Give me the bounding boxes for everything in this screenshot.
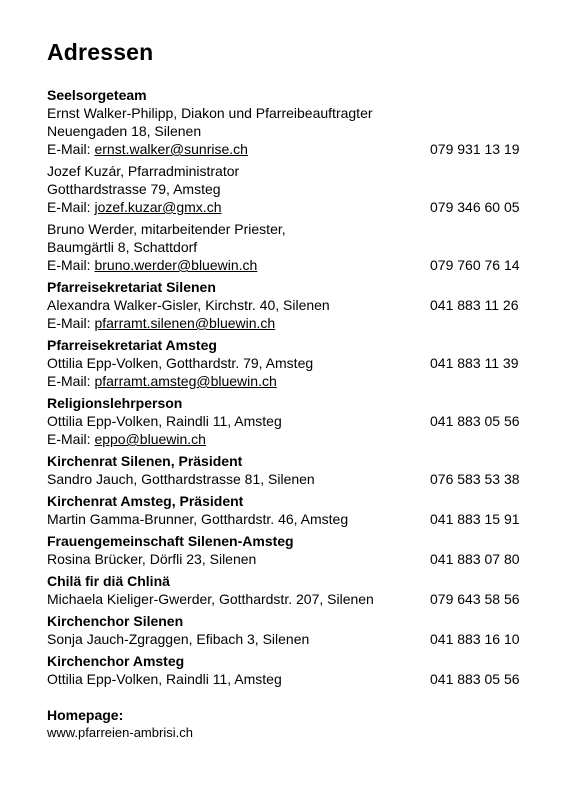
section-title: Kirchenchor Amsteg <box>47 653 185 669</box>
email-row <box>47 372 527 390</box>
contact-text: Ottilia Epp-Volken, Gotthardstr. 79, Amsteg <box>47 355 314 371</box>
contact-address: Baumgärtli 8, Schattdorf <box>47 239 198 255</box>
entry-seelsorgeteam-3 <box>47 220 527 274</box>
entry-kirchenrat-silenen <box>47 452 527 488</box>
section-title: Frauengemeinschaft Silenen-Amsteg <box>47 533 294 549</box>
entry-religionslehrperson <box>47 394 527 448</box>
entry-kirchenrat-amsteg <box>47 492 527 528</box>
contact-row <box>47 412 527 430</box>
homepage-block <box>47 706 527 742</box>
section-title: Seelsorgeteam <box>47 87 147 103</box>
address-list <box>47 86 527 688</box>
entry-kirchenchor-silenen <box>47 612 527 648</box>
contact-address: Gotthardstrasse 79, Amsteg <box>47 181 221 197</box>
entry-sekretariat-amsteg <box>47 336 527 390</box>
email-label: E-Mail: <box>47 141 95 157</box>
email-link[interactable]: eppo@bluewin.ch <box>94 431 206 447</box>
phone-number: 079 931 13 19 <box>430 141 520 157</box>
contact-text: Alexandra Walker-Gisler, Kirchstr. 40, Silenen <box>47 297 330 313</box>
email-link[interactable]: bruno.werder@bluewin.ch <box>94 257 258 273</box>
email-link[interactable]: jozef.kuzar@gmx.ch <box>94 199 222 215</box>
contact-row <box>47 550 527 568</box>
contact-row <box>47 630 527 648</box>
email-link[interactable]: pfarramt.silenen@bluewin.ch <box>94 315 276 331</box>
email-label: E-Mail: <box>47 199 95 215</box>
phone-number: 041 883 16 10 <box>430 631 520 647</box>
contact-row <box>47 670 527 688</box>
phone-number: 076 583 53 38 <box>430 471 520 487</box>
contact-text: Michaela Kieliger-Gwerder, Gotthardstr. 207, Silenen <box>47 591 374 607</box>
contact-row <box>47 470 527 488</box>
contact-text: Ottilia Epp-Volken, Raindli 11, Amsteg <box>47 671 282 687</box>
entry-seelsorgeteam-2 <box>47 162 527 216</box>
entry-seelsorgeteam <box>47 86 527 158</box>
section-title: Pfarreisekretariat Silenen <box>47 279 216 295</box>
phone-number: 041 883 11 39 <box>430 355 519 371</box>
section-title: Pfarreisekretariat Amsteg <box>47 337 217 353</box>
email-label: E-Mail: <box>47 257 95 273</box>
phone-number: 079 760 76 14 <box>430 257 520 273</box>
page-title: Adressen <box>47 39 154 65</box>
contact-row <box>47 354 527 372</box>
entry-frauengemeinschaft <box>47 532 527 568</box>
section-title: Kirchenrat Silenen, Präsident <box>47 453 243 469</box>
contact-text: Rosina Brücker, Dörfli 23, Silenen <box>47 551 257 567</box>
email-row <box>47 140 527 158</box>
contact-text: Sonja Jauch-Zgraggen, Efibach 3, Silenen <box>47 631 310 647</box>
phone-number: 041 883 11 26 <box>430 297 519 313</box>
contact-name: Ernst Walker-Philipp, Diakon und Pfarreibeauftragter <box>47 105 373 121</box>
address-page <box>47 38 527 742</box>
phone-number: 041 883 05 56 <box>430 671 520 687</box>
contact-name: Bruno Werder, mitarbeitender Priester, <box>47 221 286 237</box>
homepage-url[interactable]: www.pfarreien-ambrisi.ch <box>47 725 193 740</box>
email-link[interactable]: pfarramt.amsteg@bluewin.ch <box>94 373 277 389</box>
email-row <box>47 198 527 216</box>
contact-row <box>47 510 527 528</box>
phone-number: 079 346 60 05 <box>430 199 520 215</box>
email-row <box>47 256 527 274</box>
contact-text: Ottilia Epp-Volken, Raindli 11, Amsteg <box>47 413 282 429</box>
contact-name: Jozef Kuzár, Pfarradministrator <box>47 163 240 179</box>
email-link[interactable]: ernst.walker@sunrise.ch <box>94 141 248 157</box>
contact-row <box>47 296 527 314</box>
homepage-title: Homepage: <box>47 707 124 723</box>
phone-number: 079 643 58 56 <box>430 591 520 607</box>
entry-chilae <box>47 572 527 608</box>
contact-address: Neuengaden 18, Silenen <box>47 123 202 139</box>
contact-text: Sandro Jauch, Gotthardstrasse 81, Silenen <box>47 471 315 487</box>
section-title: Kirchenchor Silenen <box>47 613 184 629</box>
section-title: Chilä fir diä Chlinä <box>47 573 170 589</box>
email-row <box>47 430 527 448</box>
phone-number: 041 883 07 80 <box>430 551 520 567</box>
phone-number: 041 883 15 91 <box>430 511 520 527</box>
entry-kirchenchor-amsteg <box>47 652 527 688</box>
section-title: Religionslehrperson <box>47 395 183 411</box>
email-row <box>47 314 527 332</box>
section-title: Kirchenrat Amsteg, Präsident <box>47 493 244 509</box>
contact-row <box>47 590 527 608</box>
email-label: E-Mail: <box>47 431 95 447</box>
entry-sekretariat-silenen <box>47 278 527 332</box>
email-label: E-Mail: <box>47 373 95 389</box>
email-label: E-Mail: <box>47 315 95 331</box>
phone-number: 041 883 05 56 <box>430 413 520 429</box>
contact-text: Martin Gamma-Brunner, Gotthardstr. 46, Amsteg <box>47 511 349 527</box>
